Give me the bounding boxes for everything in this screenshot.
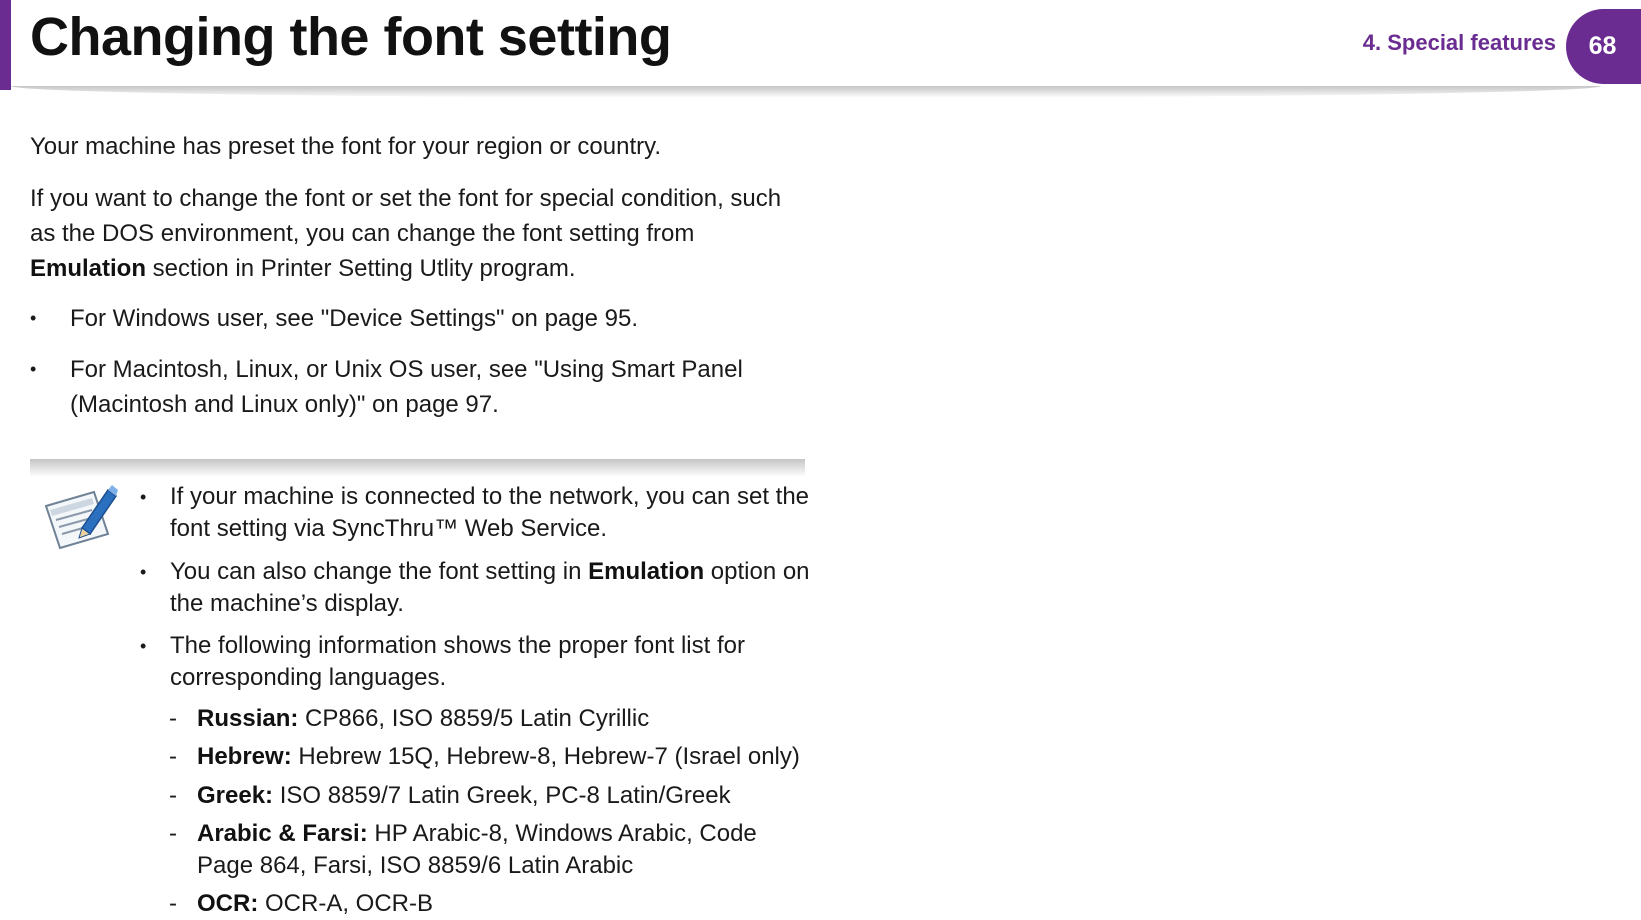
language-fonts: CP866, ISO 8859/5 Latin Cyrillic bbox=[298, 705, 650, 732]
note-pencil-icon bbox=[42, 484, 118, 552]
note-item-network-text: If your machine is connected to the network, you can set the font setting via SyncThru™ Web Service. bbox=[170, 483, 810, 542]
bullet-dot: • bbox=[30, 308, 37, 328]
note-emulation-term: Emulation bbox=[588, 558, 705, 585]
language-arabic-farsi-text bbox=[197, 818, 819, 882]
list-dash: - bbox=[169, 890, 177, 917]
language-fonts: HP Arabic-8, Windows Arabic, Code Page 864, Farsi, ISO 8859/6 Latin Arabic bbox=[197, 820, 757, 879]
note-item-emulation-text bbox=[170, 556, 820, 620]
bullet-dot: • bbox=[30, 359, 37, 379]
language-name: Hebrew: bbox=[197, 743, 292, 770]
header-divider bbox=[11, 86, 1601, 98]
intro-paragraph: Your machine has preset the font for your region or country. bbox=[30, 133, 662, 160]
bullet-windows-text: For Windows user, see "Device Settings" on page 95. bbox=[70, 305, 638, 332]
list-dash: - bbox=[169, 743, 177, 770]
language-ocr-text bbox=[197, 888, 819, 920]
bullet-dot: • bbox=[140, 562, 147, 582]
language-fonts: Hebrew 15Q, Hebrew-8, Hebrew-7 (Israel only) bbox=[291, 743, 800, 770]
note-item2-pre: You can also change the font setting in bbox=[170, 558, 589, 585]
note-item-font-list-text: The following information shows the proper font list for corresponding languages. bbox=[170, 632, 745, 691]
page-number-badge: 68 bbox=[1566, 9, 1641, 84]
bullet-macintosh-text: For Macintosh, Linux, or Unix OS user, see "Using Smart Panel (Macintosh and Linux only)" on page 97. bbox=[70, 356, 743, 418]
language-hebrew-text bbox=[197, 741, 819, 773]
list-dash: - bbox=[169, 820, 177, 847]
change-text-1: If you want to change the font or set the font for special condition, such as the DOS environment, you can change the font setting from bbox=[30, 185, 782, 247]
page-title: Changing the font setting bbox=[30, 7, 672, 67]
language-fonts: OCR-A, OCR-B bbox=[258, 890, 433, 917]
list-dash: - bbox=[169, 782, 177, 809]
list-dash: - bbox=[169, 705, 177, 732]
change-font-paragraph bbox=[30, 181, 810, 286]
chapter-label: 4. Special features bbox=[1362, 30, 1556, 55]
language-russian-text bbox=[197, 703, 819, 735]
bullet-dot: • bbox=[140, 636, 147, 656]
language-name: Greek: bbox=[197, 782, 274, 809]
language-greek-text bbox=[197, 780, 819, 812]
language-name: Arabic & Farsi: bbox=[197, 820, 368, 847]
change-text-2: section in Printer Setting Utlity program. bbox=[146, 255, 576, 282]
note-divider bbox=[30, 459, 805, 477]
language-name: Russian: bbox=[197, 705, 299, 732]
note-item2-post: option on the machine’s display. bbox=[170, 558, 810, 617]
left-accent-bar bbox=[0, 0, 11, 90]
language-name: OCR: bbox=[197, 890, 259, 917]
emulation-term: Emulation bbox=[30, 255, 147, 282]
language-fonts: ISO 8859/7 Latin Greek, PC-8 Latin/Greek bbox=[273, 782, 731, 809]
bullet-dot: • bbox=[140, 487, 147, 507]
